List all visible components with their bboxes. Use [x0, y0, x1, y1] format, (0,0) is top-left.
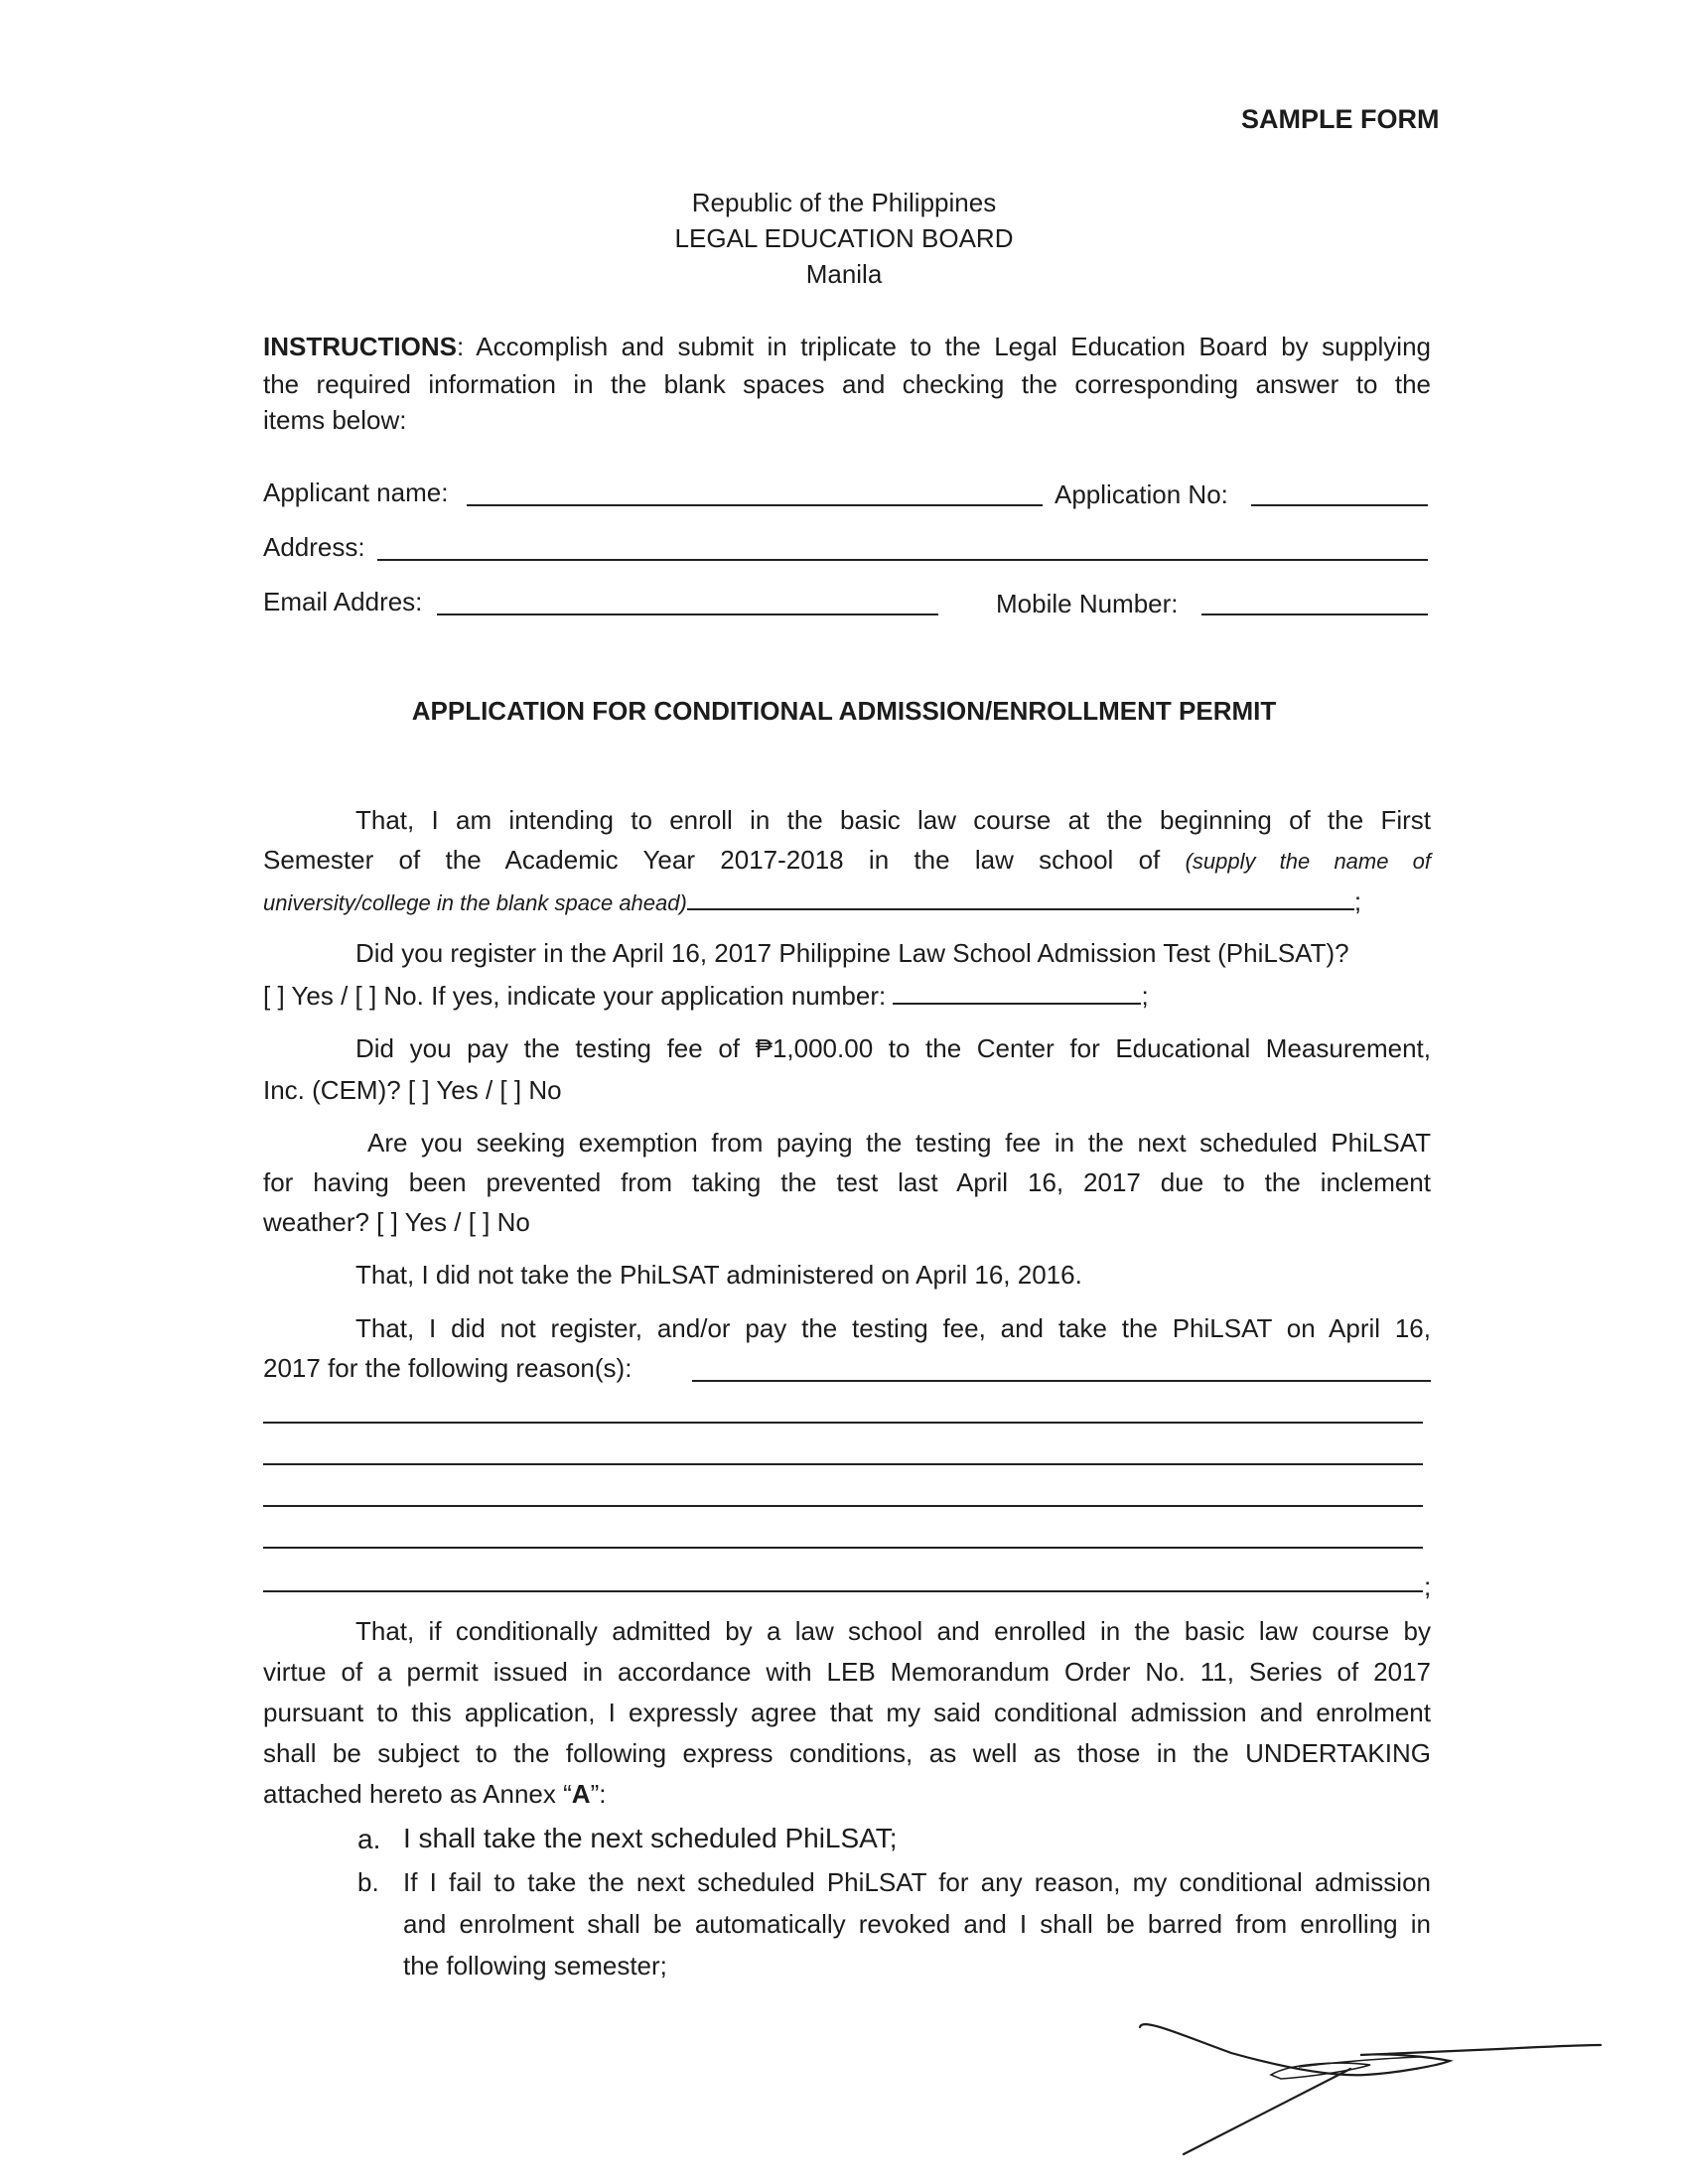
- form-title: APPLICATION FOR CONDITIONAL ADMISSION/ENROLLMENT PERMIT: [411, 696, 1277, 726]
- condition-a-marker: a.: [357, 1824, 381, 1854]
- header-board: LEGAL EDUCATION BOARD: [674, 223, 1014, 253]
- application-no-field[interactable]: [1251, 504, 1428, 506]
- email-label: Email Addres:: [263, 587, 423, 616]
- condition-b-line-1: If I fail to take the next scheduled PhiLSAT for any reason, my conditional admission: [403, 1867, 1431, 1897]
- header-republic: Republic of the Philippines: [691, 188, 997, 217]
- condition-b-line-2: and enrolment shall be automatically revoked and I shall be barred from enrolling in: [403, 1909, 1431, 1939]
- q1-line-1: Did you register in the April 16, 2017 Philippine Law School Admission Test (PhiLSAT)?: [355, 938, 1349, 968]
- university-field[interactable]: [687, 888, 1354, 910]
- philsat-application-number-field[interactable]: [893, 979, 1141, 1005]
- q3-line-2: for having been prevented from taking the test last April 16, 2017 due to the inclement: [263, 1167, 1431, 1197]
- statement-2-line-2: 2017 for the following reason(s):: [263, 1353, 633, 1383]
- reason-field-line-5[interactable]: [263, 1547, 1423, 1549]
- reason-field-line-6[interactable]: [263, 1590, 1423, 1592]
- applicant-name-label: Applicant name:: [263, 478, 449, 507]
- mobile-label: Mobile Number:: [996, 589, 1179, 618]
- sample-form-label: SAMPLE FORM: [1241, 104, 1440, 134]
- mobile-field[interactable]: [1201, 614, 1428, 615]
- reason-field-line-1[interactable]: [692, 1380, 1431, 1382]
- para1-line-1: That, I am intending to enroll in the basic law course at the beginning of the First: [355, 805, 1431, 835]
- condition-a-text: I shall take the next scheduled PhiLSAT;: [403, 1823, 898, 1853]
- para2-line-5: attached hereto as Annex “A”:: [263, 1779, 607, 1809]
- condition-b-line-3: the following semester;: [403, 1951, 667, 1980]
- signature: [1122, 2005, 1618, 2174]
- q3-line-3: weather? [ ] Yes / [ ] No: [263, 1207, 530, 1237]
- q3-line-1: Are you seeking exemption from paying the testing fee in the next scheduled PhiLSAT: [367, 1128, 1431, 1158]
- address-label: Address:: [263, 532, 365, 562]
- instructions-line-3: items below:: [263, 405, 407, 435]
- q2-line-1: Did you pay the testing fee of ₱1,000.00 to the Center for Educational Measurement,: [355, 1033, 1431, 1063]
- address-field[interactable]: [377, 559, 1428, 561]
- reason-field-line-4[interactable]: [263, 1505, 1423, 1507]
- para2-line-1: That, if conditionally admitted by a law school and enrolled in the basic law course by: [355, 1616, 1431, 1646]
- instructions-label: INSTRUCTIONS: [263, 332, 457, 361]
- para1-line-2: Semester of the Academic Year 2017-2018 in the law school of (supply the name of: [263, 845, 1431, 875]
- reason-field-line-3[interactable]: [263, 1463, 1423, 1465]
- statement-1: That, I did not take the PhiLSAT administered on April 16, 2016.: [355, 1260, 1082, 1290]
- email-field[interactable]: [437, 614, 938, 615]
- q1-line-2: [ ] Yes / [ ] No. If yes, indicate your application number: ;: [263, 981, 1149, 1011]
- para2-line-2: virtue of a permit issued in accordance with LEB Memorandum Order No. 11, Series of 2017: [263, 1657, 1431, 1687]
- reason-end: ;: [1424, 1571, 1432, 1601]
- instructions-line-1: INSTRUCTIONS: Accomplish and submit in triplicate to the Legal Education Board by supplying: [263, 332, 1431, 361]
- header-city: Manila: [805, 259, 883, 289]
- condition-b-marker: b.: [357, 1867, 379, 1897]
- reason-field-line-2[interactable]: [263, 1422, 1423, 1424]
- para2-line-4: shall be subject to the following express conditions, as well as those in the UNDERTAKING: [263, 1738, 1431, 1768]
- q2-line-2: Inc. (CEM)? [ ] Yes / [ ] No: [263, 1075, 562, 1105]
- application-no-label: Application No:: [1055, 479, 1228, 509]
- statement-2-line-1: That, I did not register, and/or pay the testing fee, and take the PhiLSAT on April 16,: [355, 1313, 1431, 1343]
- para1-line-3: university/college in the blank space ahead) ;: [263, 887, 1362, 916]
- instructions-line-2: the required information in the blank spaces and checking the corresponding answer to the: [263, 369, 1431, 399]
- applicant-name-field[interactable]: [467, 504, 1043, 506]
- para2-line-3: pursuant to this application, I expressly agree that my said conditional admission and enrolment: [263, 1698, 1431, 1727]
